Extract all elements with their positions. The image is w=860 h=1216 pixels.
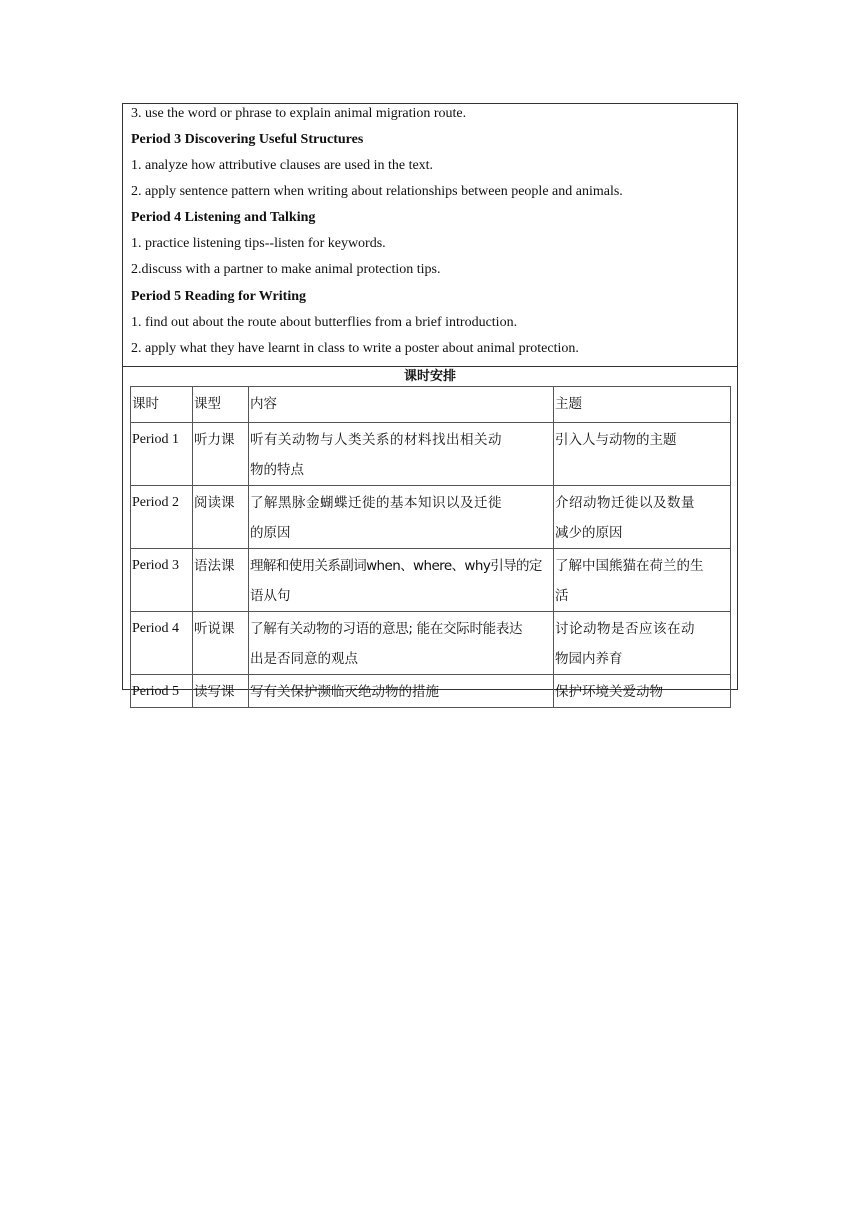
cell-type: 读写课 xyxy=(193,675,249,708)
theme-line: 引入人与动物的主题 xyxy=(555,432,677,448)
cell-theme xyxy=(554,423,731,486)
table-row xyxy=(131,486,731,549)
cell-theme xyxy=(554,486,731,549)
cell-type: 听说课 xyxy=(193,612,249,675)
theme-line: 物园内养育 xyxy=(555,651,623,667)
cell-period: Period 2 xyxy=(131,486,193,549)
period-heading: Period 5 Reading for Writing xyxy=(131,289,306,304)
cell-content xyxy=(249,486,554,549)
objective-line: 2.discuss with a partner to make animal protection tips. xyxy=(131,262,441,277)
period-heading: Period 3 Discovering Useful Structures xyxy=(131,132,364,147)
cell-theme xyxy=(554,612,731,675)
lesson-plan-box xyxy=(122,103,738,700)
content-line: 了解黑脉金蝴蝶迁徙的基本知识以及迁徙 xyxy=(250,495,502,511)
content-line: 出是否同意的观点 xyxy=(250,651,358,667)
content-line: 物的特点 xyxy=(250,462,304,478)
content-line: 听有关动物与人类关系的材料找出相关动 xyxy=(250,432,502,448)
theme-line: 了解中国熊猫在荷兰的生 xyxy=(555,558,704,574)
theme-line: 活 xyxy=(555,588,569,604)
cell-content xyxy=(249,612,554,675)
objective-line: 3. use the word or phrase to explain animal migration route. xyxy=(131,106,467,121)
objective-line: 2. apply what they have learnt in class to write a poster about animal protection. xyxy=(131,341,579,356)
table-row xyxy=(131,612,731,675)
table-header-row xyxy=(131,387,731,423)
cell-period: Period 4 xyxy=(131,612,193,675)
schedule-table xyxy=(130,386,731,708)
table-row xyxy=(131,675,731,708)
content-line: 的原因 xyxy=(250,525,291,541)
header-content: 内容 xyxy=(249,387,554,423)
cell-type: 听力课 xyxy=(193,423,249,486)
objective-line: 2. apply sentence pattern when writing about relationships between people and animals. xyxy=(131,184,623,199)
cell-period: Period 3 xyxy=(131,549,193,612)
cell-period: Period 1 xyxy=(131,423,193,486)
cell-theme xyxy=(554,549,731,612)
header-theme: 主题 xyxy=(554,387,731,423)
cell-content xyxy=(249,549,554,612)
header-type: 课型 xyxy=(193,387,249,423)
cell-type: 阅读课 xyxy=(193,486,249,549)
cell-content: 写有关保护濒临灭绝动物的措施 xyxy=(249,675,554,708)
header-period: 课时 xyxy=(131,387,193,423)
theme-line: 介绍动物迁徙以及数量 xyxy=(555,495,695,511)
objective-line: 1. find out about the route about butterflies from a brief introduction. xyxy=(131,315,518,330)
content-line: 语从句 xyxy=(250,588,291,604)
cell-period: Period 5 xyxy=(131,675,193,708)
objective-line: 1. analyze how attributive clauses are used in the text. xyxy=(131,158,434,173)
cell-content xyxy=(249,423,554,486)
period-heading: Period 4 Listening and Talking xyxy=(131,210,316,225)
cell-theme: 保护环境关爱动物 xyxy=(554,675,731,708)
theme-line: 减少的原因 xyxy=(555,525,623,541)
schedule-title: 课时安排 xyxy=(403,369,456,384)
table-row xyxy=(131,549,731,612)
table-row xyxy=(131,423,731,486)
objectives-section xyxy=(123,104,737,367)
cell-type: 语法课 xyxy=(193,549,249,612)
content-line: 理解和使用关系副词when、where、why引导的定 xyxy=(250,558,542,574)
objective-line: 1. practice listening tips--listen for keywords. xyxy=(131,236,386,251)
theme-line: 讨论动物是否应该在动 xyxy=(555,621,695,637)
content-line: 了解有关动物的习语的意思; 能在交际时能表达 xyxy=(250,621,523,637)
